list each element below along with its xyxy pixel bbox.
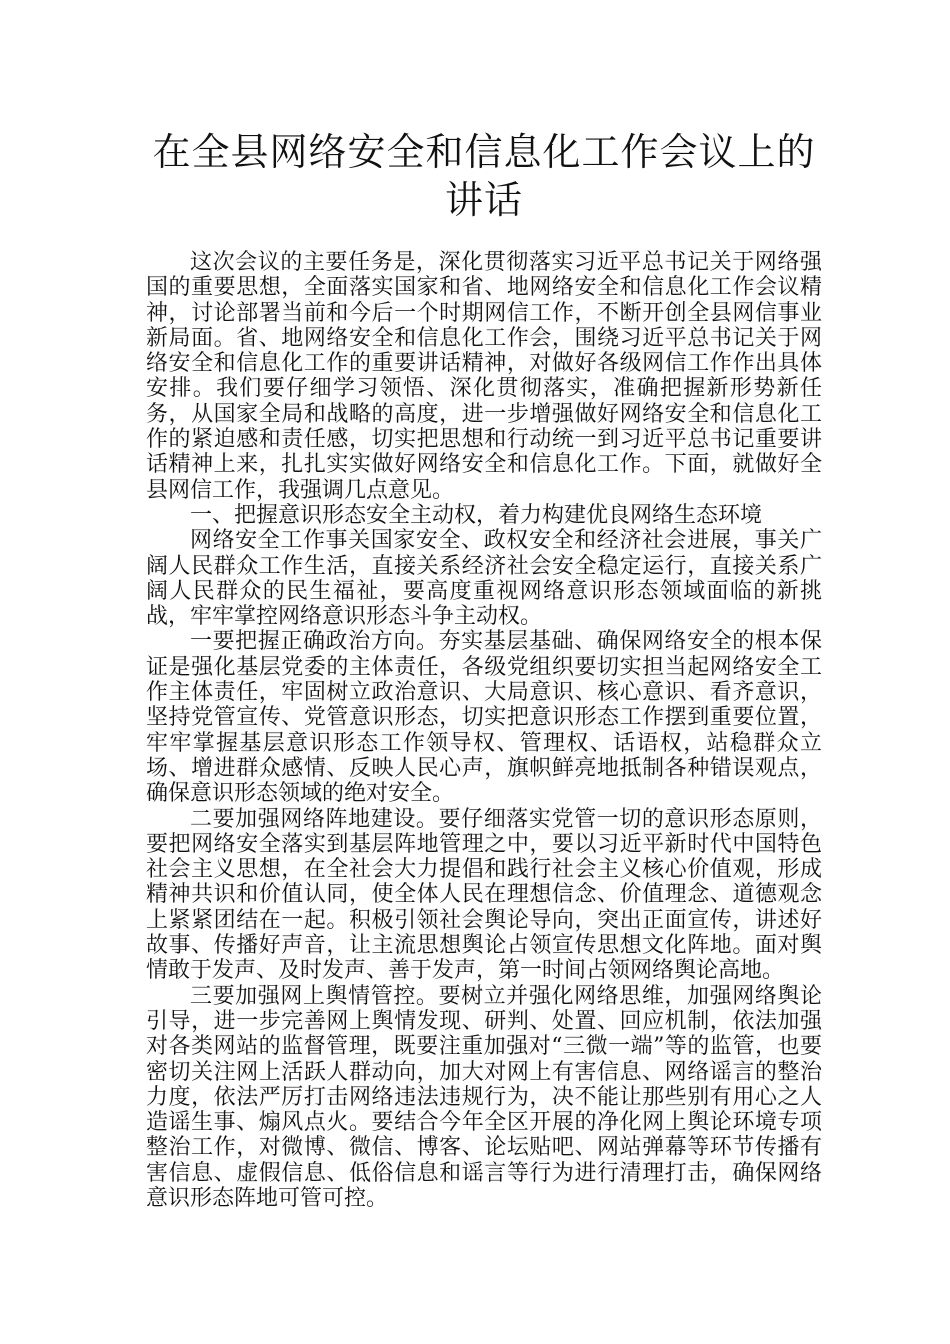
section-heading-1: 一、把握意识形态安全主动权，着力构建优良网络生态环境: [190, 502, 763, 528]
paragraph-point-2: 二要加强网络阵地建设。要仔细落实党管一切的意识形态原则，要把网络安全落实到基层阵地管理之中，要以习近平新时代中国特色社会主义思想，在全社会大力提倡和践行社会主义核心价值观，形成精神共识和价值认同，使全体人民在理想信念、价值理念、道德观念上紧紧团结在一起。积极引领社会舆论导向，突出正面宣传，讲述好故事、传播好声音，让主流思想舆论占领宣传思想文化阵地。面对舆情敢于发声、及时发声、善于发声，第一时间占领网络舆论高地。: [146, 806, 822, 984]
paragraph-section-1-overview: 网络安全工作事关国家安全、政权安全和经济社会进展，事关广阔人民群众工作生活，直接关系经济社会安全稳定运行，直接关系广阔人民群众的民生福祉，要高度重视网络意识形态领域面临的新挑战，牢牢掌控网络意识形态斗争主动权。: [146, 528, 822, 630]
paragraph-intro: 这次会议的主要任务是，深化贯彻落实习近平总书记关于网络强国的重要思想，全面落实国家和省、地网络安全和信息化工作会议精神，讨论部署当前和今后一个时期网信工作，不断开创全县网信事业新局面。省、地网络安全和信息化工作会，围绕习近平总书记关于网络安全和信息化工作的重要讲话精神，对做好各级网信工作作出具体安排。我们要仔细学习领悟、深化贯彻落实，准确把握新形势新任务，从国家全局和战略的高度，进一步增强做好网络安全和信息化工作的紧迫感和责任感，切实把思想和行动统一到习近平总书记重要讲话精神上来，扎扎实实做好网络安全和信息化工作。下面，就做好全县网信工作，我强调几点意见。: [146, 250, 822, 503]
paragraph-point-3: 三要加强网上舆情管控。要树立并强化网络思维，加强网络舆论引导，进一步完善网上舆情发现、研判、处置、回应机制，依法加强对各类网站的监督管理，既要注重加强对“三微一端”等的监管，也要密切关注网上活跃人群动向，加大对网上有害信息、网络谣言的整治力度，依法严厉打击网络违法违规行为，决不能让那些别有用心之人造谣生事、煽风点火。要结合今年全区开展的净化网上舆论环境专项整治工作，对微博、微信、博客、论坛贴吧、网站弹幕等环节传播有害信息、虚假信息、低俗信息和谣言等行为进行清理打击，确保网络意识形态阵地可管可控。: [146, 983, 822, 1211]
document-body: [146, 250, 822, 1211]
document-title: 在全县网络安全和信息化工作会议上的讲话: [152, 130, 816, 222]
document-page: [146, 128, 822, 1211]
paragraph-point-1: 一要把握正确政治方向。夯实基层基础、确保网络安全的根本保证是强化基层党委的主体责任，各级党组织要切实担当起网络安全工作主体责任，牢固树立政治意识、大局意识、核心意识、看齐意识，坚持党管宣传、党管意识形态，切实把意识形态工作摆到重要位置，牢牢掌握基层意识形态工作领导权、管理权、话语权，站稳群众立场、增进群众感情、反映人民心声，旗帜鲜亮地抵制各种错误观点，确保意识形态领域的绝对安全。: [146, 629, 822, 807]
